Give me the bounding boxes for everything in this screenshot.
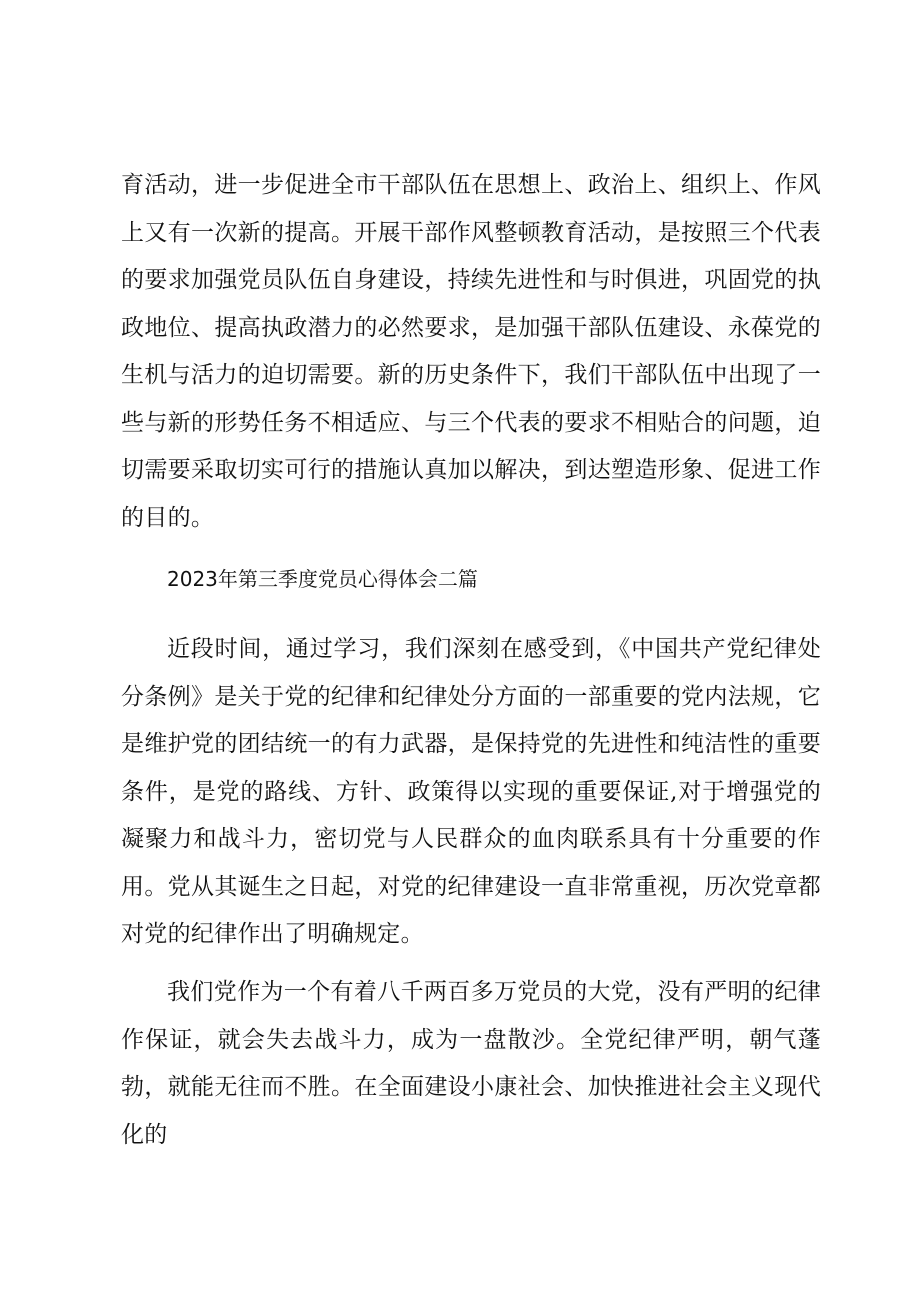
document-paragraph-2 <box>121 969 821 1159</box>
section-heading: 2023年第三季度党员心得体会二篇 <box>167 567 478 591</box>
paragraph-text: 育活动，进一步促进全市干部队伍在思想上、政治上、组织上、作风上又有一次新的提高。开展干部作风整顿教育活动，是按照三个代表的要求加强党员队伍自身建设，持续先进性和与时俱进，巩固党的执政地位、提高执政潜力的必然要求，是加强干部队伍建设、永葆党的生机与活力的迫切需要。新的历史条件下，我们干部队伍中出现了一些与新的形势任务不相适应、与三个代表的要求不相贴合的问题，迫切需要采取切实可行的措施认真加以解决，到达塑造形象、促进工作的目的。 <box>121 172 821 531</box>
paragraph-text: 近段时间，通过学习，我们深刻在感受到，《中国共产党纪律处分条例》是关于党的纪律和纪律处分方面的一部重要的党内法规，它是维护党的团结统一的有力武器，是保持党的先进性和纯洁性的重要条件，是党的路线、方针、政策得以实现的重要保证,对于增强党的凝聚力和战斗力，密切党与人民群众的血肉联系具有十分重要的作用。党从其诞生之日起，对党的纪律建设一直非常重视，历次党章都对党的纪律作出了明确规定。 <box>121 636 821 947</box>
paragraph-text: 我们党作为一个有着八千两百多万党员的大党，没有严明的纪律作保证，就会失去战斗力，成为一盘散沙。全党纪律严明，朝气蓬勃，就能无往而不胜。在全面建设小康社会、加快推进社会主义现代化的 <box>121 979 821 1148</box>
document-paragraph-continuation <box>121 162 821 542</box>
document-paragraph-1 <box>121 626 821 959</box>
